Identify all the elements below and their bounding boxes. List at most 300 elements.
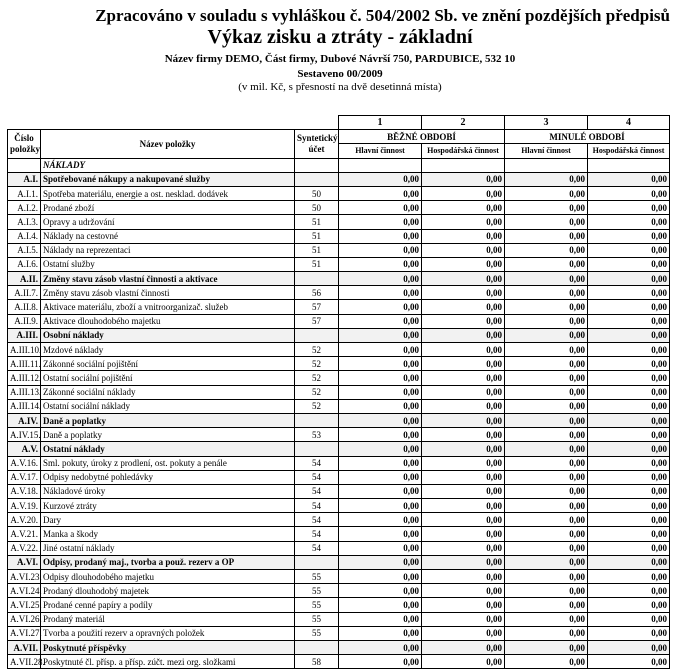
item-name: Zákonné sociální náklady	[41, 385, 295, 399]
item-name: Daně a poplatky	[41, 413, 295, 427]
value-current-economic: 0,00	[422, 229, 505, 243]
legal-notice: Zpracováno v souladu s vyhláškou č. 504/2002 Sb. ve znění pozdějších předpisů	[95, 6, 670, 25]
value-current-main: 0,00	[339, 470, 422, 484]
item-name: Odpisy, prodaný maj., tvorba a použ. rezerv a OP	[41, 555, 295, 569]
value-previous-main: 0,00	[505, 314, 588, 328]
value-previous-main: 0,00	[505, 328, 588, 342]
item-name: Prodané cenné papíry a podíly	[41, 598, 295, 612]
item-code: A.V.17.	[8, 470, 41, 484]
report-header	[0, 0, 680, 112]
item-account: 53	[295, 428, 339, 442]
table-group-row	[8, 272, 670, 286]
item-code: A.I.1.	[8, 186, 41, 200]
item-account: 55	[295, 584, 339, 598]
item-name: Jiné ostatní náklady	[41, 541, 295, 555]
item-name: Mzdové náklady	[41, 343, 295, 357]
value-previous-main: 0,00	[505, 499, 588, 513]
item-account	[295, 555, 339, 569]
item-account: 52	[295, 399, 339, 413]
col-account: Syntetický účet	[295, 130, 339, 158]
item-name: Ostatní služby	[41, 257, 295, 271]
value-current-economic: 0,00	[422, 343, 505, 357]
value-previous-main: 0,00	[505, 243, 588, 257]
value-previous-main: 0,00	[505, 655, 588, 669]
item-code: A.III.12.	[8, 371, 41, 385]
table-group-row	[8, 413, 670, 427]
value-previous-main: 0,00	[505, 584, 588, 598]
item-name: Sml. pokuty, úroky z prodlení, ost. pokuty a penále	[41, 456, 295, 470]
value-previous-economic: 0,00	[588, 612, 670, 626]
section-costs-label: NÁKLADY	[41, 158, 295, 172]
item-account: 55	[295, 612, 339, 626]
value-current-economic: 0,00	[422, 584, 505, 598]
table-row	[8, 470, 670, 484]
item-account: 57	[295, 300, 339, 314]
units-note: (v mil. Kč, s přesností na dvě desetinná místa)	[238, 81, 442, 93]
value-current-economic: 0,00	[422, 612, 505, 626]
table-row	[8, 655, 670, 669]
value-current-economic: 0,00	[422, 527, 505, 541]
value-previous-main: 0,00	[505, 598, 588, 612]
item-name: Změny stavu zásob vlastní činnosti a aktivace	[41, 272, 295, 286]
table-row	[8, 399, 670, 413]
value-current-economic: 0,00	[422, 385, 505, 399]
item-account: 55	[295, 570, 339, 584]
item-code: A.III.10.	[8, 343, 41, 357]
item-account: 51	[295, 243, 339, 257]
value-current-main: 0,00	[339, 612, 422, 626]
item-account: 52	[295, 385, 339, 399]
value-previous-economic: 0,00	[588, 598, 670, 612]
value-current-economic: 0,00	[422, 371, 505, 385]
value-previous-economic: 0,00	[588, 456, 670, 470]
profit-loss-table	[7, 115, 670, 669]
table-row	[8, 229, 670, 243]
item-account: 56	[295, 286, 339, 300]
item-code: A.V.16.	[8, 456, 41, 470]
value-previous-main: 0,00	[505, 357, 588, 371]
item-name: Poskytnuté příspěvky	[41, 640, 295, 654]
item-name: Aktivace dlouhodobého majetku	[41, 314, 295, 328]
value-previous-main: 0,00	[505, 626, 588, 640]
table-row	[8, 201, 670, 215]
value-current-economic: 0,00	[422, 243, 505, 257]
value-current-economic: 0,00	[422, 257, 505, 271]
table-row	[8, 343, 670, 357]
item-code: A.VI.27.	[8, 626, 41, 640]
value-current-economic: 0,00	[422, 598, 505, 612]
value-previous-economic: 0,00	[588, 570, 670, 584]
value-current-main: 0,00	[339, 257, 422, 271]
item-name: Spotřebované nákupy a nakupované služby	[41, 172, 295, 186]
value-current-main: 0,00	[339, 385, 422, 399]
item-code: A.III.	[8, 328, 41, 342]
value-current-economic: 0,00	[422, 456, 505, 470]
value-current-economic: 0,00	[422, 413, 505, 427]
value-current-economic: 0,00	[422, 570, 505, 584]
value-previous-economic: 0,00	[588, 470, 670, 484]
table-row	[8, 186, 670, 200]
value-current-main: 0,00	[339, 513, 422, 527]
compiled-date: Sestaveno 00/2009	[297, 68, 383, 80]
item-code: A.VI.	[8, 555, 41, 569]
item-name: Náklady na reprezentaci	[41, 243, 295, 257]
value-current-main: 0,00	[339, 598, 422, 612]
item-code: A.II.9.	[8, 314, 41, 328]
value-previous-economic: 0,00	[588, 172, 670, 186]
value-current-economic: 0,00	[422, 201, 505, 215]
item-code: A.II.	[8, 272, 41, 286]
value-current-main: 0,00	[339, 527, 422, 541]
value-previous-economic: 0,00	[588, 541, 670, 555]
item-code: A.I.2.	[8, 201, 41, 215]
value-previous-main: 0,00	[505, 300, 588, 314]
item-code: A.II.8.	[8, 300, 41, 314]
value-previous-economic: 0,00	[588, 371, 670, 385]
item-account: 58	[295, 655, 339, 669]
value-previous-economic: 0,00	[588, 243, 670, 257]
value-current-main: 0,00	[339, 570, 422, 584]
item-account	[295, 413, 339, 427]
col-current-economic: Hospodářská činnost	[422, 144, 505, 158]
value-current-economic: 0,00	[422, 640, 505, 654]
col-item-name: Název položky	[41, 130, 295, 158]
value-previous-main: 0,00	[505, 541, 588, 555]
value-current-economic: 0,00	[422, 470, 505, 484]
value-current-main: 0,00	[339, 640, 422, 654]
value-previous-main: 0,00	[505, 612, 588, 626]
value-previous-main: 0,00	[505, 513, 588, 527]
value-previous-economic: 0,00	[588, 584, 670, 598]
value-previous-main: 0,00	[505, 172, 588, 186]
value-previous-economic: 0,00	[588, 428, 670, 442]
value-current-economic: 0,00	[422, 300, 505, 314]
value-current-main: 0,00	[339, 428, 422, 442]
value-current-economic: 0,00	[422, 399, 505, 413]
value-previous-main: 0,00	[505, 399, 588, 413]
table-row	[8, 499, 670, 513]
value-previous-economic: 0,00	[588, 272, 670, 286]
value-current-main: 0,00	[339, 186, 422, 200]
item-account: 52	[295, 343, 339, 357]
value-current-economic: 0,00	[422, 272, 505, 286]
item-name: Zákonné sociální pojištění	[41, 357, 295, 371]
item-name: Poskytnuté čl. přísp. a přísp. zúčt. mezi org. složkami	[41, 655, 295, 669]
item-account: 51	[295, 257, 339, 271]
item-account: 55	[295, 626, 339, 640]
value-previous-economic: 0,00	[588, 484, 670, 498]
table-row	[8, 385, 670, 399]
value-previous-main: 0,00	[505, 186, 588, 200]
item-account: 54	[295, 470, 339, 484]
table-row	[8, 513, 670, 527]
col-number-3: 3	[505, 116, 588, 130]
item-name: Manka a škody	[41, 527, 295, 541]
table-row	[8, 428, 670, 442]
value-previous-economic: 0,00	[588, 640, 670, 654]
value-current-main: 0,00	[339, 399, 422, 413]
value-current-economic: 0,00	[422, 186, 505, 200]
item-code: A.V.22.	[8, 541, 41, 555]
group-previous-period: MINULÉ OBDOBÍ	[505, 130, 670, 144]
value-previous-main: 0,00	[505, 286, 588, 300]
item-code: A.VI.25.	[8, 598, 41, 612]
value-previous-main: 0,00	[505, 201, 588, 215]
value-previous-main: 0,00	[505, 555, 588, 569]
table-row	[8, 584, 670, 598]
table-row	[8, 257, 670, 271]
col-item-no: Číslo položky	[8, 130, 41, 158]
item-code: A.VI.24.	[8, 584, 41, 598]
item-code: A.III.14.	[8, 399, 41, 413]
item-code: A.III.11.	[8, 357, 41, 371]
value-current-main: 0,00	[339, 499, 422, 513]
item-code: A.I.	[8, 172, 41, 186]
value-previous-main: 0,00	[505, 570, 588, 584]
value-current-main: 0,00	[339, 357, 422, 371]
value-current-main: 0,00	[339, 343, 422, 357]
value-current-economic: 0,00	[422, 172, 505, 186]
item-code: A.I.3.	[8, 215, 41, 229]
item-code: A.V.21.	[8, 527, 41, 541]
table-row	[8, 541, 670, 555]
value-current-economic: 0,00	[422, 655, 505, 669]
value-current-economic: 0,00	[422, 286, 505, 300]
value-current-economic: 0,00	[422, 314, 505, 328]
item-name: Osobní náklady	[41, 328, 295, 342]
table-group-row	[8, 442, 670, 456]
item-code: A.III.13.	[8, 385, 41, 399]
value-current-economic: 0,00	[422, 442, 505, 456]
firm-name: Název firmy DEMO, Část firmy, Dubové Návrší 750, PARDUBICE, 532 10	[164, 53, 516, 65]
item-code: A.VI.23.	[8, 570, 41, 584]
item-name: Aktivace materiálu, zboží a vnitroorganizač. služeb	[41, 300, 295, 314]
value-current-main: 0,00	[339, 555, 422, 569]
value-current-main: 0,00	[339, 371, 422, 385]
item-account: 57	[295, 314, 339, 328]
value-previous-economic: 0,00	[588, 186, 670, 200]
item-name: Ostatní sociální pojištění	[41, 371, 295, 385]
item-code: A.I.5.	[8, 243, 41, 257]
item-code: A.IV.15.	[8, 428, 41, 442]
item-account: 51	[295, 215, 339, 229]
item-code: A.I.6.	[8, 257, 41, 271]
value-current-main: 0,00	[339, 413, 422, 427]
value-current-main: 0,00	[339, 272, 422, 286]
value-current-economic: 0,00	[422, 626, 505, 640]
col-current-main: Hlavní činnost	[339, 144, 422, 158]
value-previous-economic: 0,00	[588, 527, 670, 541]
value-previous-economic: 0,00	[588, 357, 670, 371]
value-current-main: 0,00	[339, 243, 422, 257]
value-previous-main: 0,00	[505, 272, 588, 286]
value-current-main: 0,00	[339, 626, 422, 640]
value-previous-main: 0,00	[505, 215, 588, 229]
item-account: 52	[295, 357, 339, 371]
item-code: A.II.7.	[8, 286, 41, 300]
item-name: Kurzové ztráty	[41, 499, 295, 513]
value-previous-main: 0,00	[505, 385, 588, 399]
item-name: Náklady na cestovné	[41, 229, 295, 243]
value-current-main: 0,00	[339, 201, 422, 215]
item-name: Spotřeba materiálu, energie a ost. nesklad. dodávek	[41, 186, 295, 200]
item-name: Dary	[41, 513, 295, 527]
item-name: Daně a poplatky	[41, 428, 295, 442]
item-name: Tvorba a použití rezerv a opravných položek	[41, 626, 295, 640]
value-previous-economic: 0,00	[588, 555, 670, 569]
item-account: 54	[295, 499, 339, 513]
value-previous-economic: 0,00	[588, 655, 670, 669]
value-current-main: 0,00	[339, 172, 422, 186]
item-name: Opravy a udržování	[41, 215, 295, 229]
value-current-main: 0,00	[339, 584, 422, 598]
col-previous-main: Hlavní činnost	[505, 144, 588, 158]
value-previous-economic: 0,00	[588, 513, 670, 527]
value-previous-economic: 0,00	[588, 385, 670, 399]
value-current-economic: 0,00	[422, 215, 505, 229]
value-previous-main: 0,00	[505, 470, 588, 484]
value-previous-economic: 0,00	[588, 286, 670, 300]
value-current-main: 0,00	[339, 328, 422, 342]
value-current-economic: 0,00	[422, 328, 505, 342]
table-row	[8, 527, 670, 541]
item-account	[295, 272, 339, 286]
item-code: A.V.	[8, 442, 41, 456]
value-current-main: 0,00	[339, 229, 422, 243]
value-previous-economic: 0,00	[588, 257, 670, 271]
value-previous-economic: 0,00	[588, 442, 670, 456]
value-previous-economic: 0,00	[588, 229, 670, 243]
table-group-row	[8, 640, 670, 654]
col-number-4: 4	[588, 116, 670, 130]
value-previous-main: 0,00	[505, 229, 588, 243]
value-current-main: 0,00	[339, 286, 422, 300]
value-previous-economic: 0,00	[588, 499, 670, 513]
item-code: A.V.19.	[8, 499, 41, 513]
value-previous-main: 0,00	[505, 527, 588, 541]
value-current-economic: 0,00	[422, 555, 505, 569]
value-current-main: 0,00	[339, 442, 422, 456]
item-name: Odpisy dlouhodobého majetku	[41, 570, 295, 584]
item-code: A.VII.28.	[8, 655, 41, 669]
item-account: 55	[295, 598, 339, 612]
value-previous-economic: 0,00	[588, 626, 670, 640]
value-previous-main: 0,00	[505, 484, 588, 498]
item-code: A.VI.26.	[8, 612, 41, 626]
table-row	[8, 243, 670, 257]
item-account	[295, 442, 339, 456]
table-row	[8, 626, 670, 640]
value-current-economic: 0,00	[422, 499, 505, 513]
value-current-main: 0,00	[339, 484, 422, 498]
item-code: A.VII.	[8, 640, 41, 654]
col-number-1: 1	[339, 116, 422, 130]
table-row	[8, 612, 670, 626]
table-group-row	[8, 555, 670, 569]
item-name: Prodané zboží	[41, 201, 295, 215]
value-previous-main: 0,00	[505, 343, 588, 357]
item-account: 50	[295, 186, 339, 200]
value-previous-economic: 0,00	[588, 399, 670, 413]
table-row	[8, 286, 670, 300]
item-name: Prodaný dlouhodobý majetek	[41, 584, 295, 598]
value-previous-economic: 0,00	[588, 314, 670, 328]
item-account: 54	[295, 513, 339, 527]
value-current-main: 0,00	[339, 456, 422, 470]
value-current-main: 0,00	[339, 215, 422, 229]
group-current-period: BĚŽNÉ OBDOBÍ	[339, 130, 505, 144]
value-previous-economic: 0,00	[588, 343, 670, 357]
item-name: Změny stavu zásob vlastní činnosti	[41, 286, 295, 300]
item-account	[295, 172, 339, 186]
value-previous-economic: 0,00	[588, 300, 670, 314]
table-group-row	[8, 172, 670, 186]
item-account: 54	[295, 484, 339, 498]
item-name: Ostatní sociální náklady	[41, 399, 295, 413]
item-account: 51	[295, 229, 339, 243]
value-current-main: 0,00	[339, 300, 422, 314]
value-current-economic: 0,00	[422, 541, 505, 555]
item-name: Odpisy nedobytné pohledávky	[41, 470, 295, 484]
value-current-main: 0,00	[339, 314, 422, 328]
value-previous-main: 0,00	[505, 257, 588, 271]
value-current-economic: 0,00	[422, 357, 505, 371]
table-row	[8, 371, 670, 385]
value-current-economic: 0,00	[422, 428, 505, 442]
value-previous-main: 0,00	[505, 456, 588, 470]
item-code: A.IV.	[8, 413, 41, 427]
table-row	[8, 215, 670, 229]
table-row	[8, 598, 670, 612]
item-account: 54	[295, 456, 339, 470]
value-previous-main: 0,00	[505, 413, 588, 427]
value-previous-main: 0,00	[505, 428, 588, 442]
value-previous-economic: 0,00	[588, 201, 670, 215]
column-number-row	[8, 116, 670, 130]
item-name: Prodaný materiál	[41, 612, 295, 626]
item-account: 52	[295, 371, 339, 385]
report-title: Výkaz zisku a ztráty - základní	[207, 26, 473, 48]
item-name: Nákladové úroky	[41, 484, 295, 498]
table-row	[8, 570, 670, 584]
value-previous-economic: 0,00	[588, 413, 670, 427]
item-code: A.I.4.	[8, 229, 41, 243]
section-costs-row	[8, 158, 670, 172]
value-current-main: 0,00	[339, 541, 422, 555]
table-row	[8, 314, 670, 328]
item-code: A.V.18.	[8, 484, 41, 498]
col-number-2: 2	[422, 116, 505, 130]
table-row	[8, 357, 670, 371]
item-account	[295, 640, 339, 654]
value-previous-main: 0,00	[505, 442, 588, 456]
value-current-main: 0,00	[339, 655, 422, 669]
item-code: A.V.20.	[8, 513, 41, 527]
item-account: 54	[295, 541, 339, 555]
value-previous-main: 0,00	[505, 640, 588, 654]
value-current-economic: 0,00	[422, 513, 505, 527]
item-name: Ostatní náklady	[41, 442, 295, 456]
table-group-row	[8, 328, 670, 342]
header-row-1	[8, 130, 670, 144]
table-row	[8, 456, 670, 470]
table-row	[8, 300, 670, 314]
value-current-economic: 0,00	[422, 484, 505, 498]
item-account: 50	[295, 201, 339, 215]
table-row	[8, 484, 670, 498]
value-previous-main: 0,00	[505, 371, 588, 385]
item-account	[295, 328, 339, 342]
